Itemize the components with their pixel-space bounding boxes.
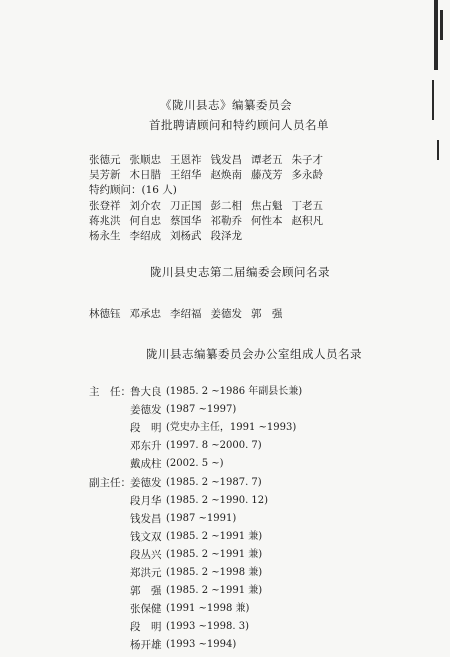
office-member-name: 杨开雄 (130, 639, 162, 651)
advisor-name: 谭老五 (251, 154, 283, 166)
office-term-note: (1985. 2 ~1987. 7) (166, 477, 262, 488)
advisor-name: 张顺忠 (129, 154, 161, 166)
office-term-note: (1993 ~1998. 3) (166, 621, 249, 632)
office-term-note: (1985. 2 ~1991 兼) (166, 531, 263, 542)
special-name: 杨永生 (89, 230, 121, 242)
office-term-note: (1985. 2 ~1991 兼) (166, 549, 263, 560)
advisor-name: 吴芳新 (89, 169, 121, 181)
office-role: 主 任： (89, 386, 131, 398)
special-name: 何性本 (251, 215, 283, 227)
office-member-name: 郑洪元 (130, 567, 162, 579)
board-name: 李绍福 (170, 308, 202, 320)
office-member-name: 张保健 (130, 603, 162, 615)
advisor-row-1 (89, 153, 332, 167)
special-name: 蒋兆洪 (89, 215, 121, 227)
board-name: 邓承忠 (129, 308, 161, 320)
special-name: 刀正国 (170, 200, 202, 212)
board-name: 郭 强 (251, 308, 283, 320)
office-member-name: 段月华 (130, 495, 162, 507)
board-name: 林德钰 (89, 308, 121, 320)
office-member-name: 段 明 (130, 621, 162, 633)
scan-edge (428, 0, 450, 657)
office-term-note: (1991 ~1998 兼) (166, 603, 250, 614)
advisor-name: 多永龄 (291, 169, 323, 181)
special-name: 何自忠 (129, 215, 161, 227)
advisor-name: 张德元 (89, 154, 121, 166)
office-member-name: 钱发昌 (130, 513, 162, 525)
office-member-name: 姜德发 (130, 404, 162, 416)
office-term-note: (1985. 2 ~1991 兼) (166, 585, 263, 596)
office-role: 副主任： (89, 477, 131, 489)
special-name: 刘杨武 (170, 230, 202, 242)
board-name: 姜德发 (210, 308, 242, 320)
advisor-name: 藤茂芳 (251, 169, 283, 181)
special-row-3 (89, 229, 251, 243)
office-member-name: 姜德发 (130, 477, 162, 489)
office-member-name: 郭 强 (130, 585, 162, 597)
office-term-note: (1985. 2 ~1990. 12) (166, 495, 269, 506)
advisor-name: 王绍华 (170, 169, 202, 181)
special-name: 李绍成 (129, 230, 161, 242)
special-name: 蔡国华 (170, 215, 202, 227)
office-member-name: 钱文双 (130, 531, 162, 543)
special-name: 焦占魁 (251, 200, 283, 212)
special-name: 段泽龙 (210, 230, 242, 242)
office-term-note: (1993 ~1994) (166, 639, 237, 650)
office-member-name: 段 明 (130, 422, 162, 434)
office-term-note: (1987 ~1991) (166, 513, 237, 524)
advisor-name: 朱子才 (291, 154, 323, 166)
advisor-row-2 (89, 168, 332, 182)
special-name: 张登祥 (89, 200, 121, 212)
special-name: 彭二相 (210, 200, 242, 212)
advisor-name: 钱发昌 (210, 154, 242, 166)
title-office: 陇川县志编纂委员会办公室组成人员名录 (146, 347, 362, 361)
special-name: 赵积凡 (291, 215, 323, 227)
advisor-name: 木日腊 (129, 169, 161, 181)
second-board-row (89, 307, 292, 321)
advisor-name: 王恩祚 (170, 154, 202, 166)
office-term-note: (1987 ~1997) (166, 404, 237, 415)
office-term-note: (1985. 2 ~1998 兼) (166, 567, 263, 578)
office-term-note: (1985. 2 ~1986 年副县长兼) (166, 386, 303, 397)
special-row-2 (89, 214, 332, 228)
title-advisors: 首批聘请顾问和特约顾问人员名单 (149, 118, 329, 132)
special-advisors-label: 特约顾问：(16 人) (89, 184, 177, 196)
title-committee: 《陇川县志》编纂委员会 (160, 98, 292, 112)
office-term-note: (1997. 8 ~2000. 7) (166, 440, 262, 451)
office-member-name: 邓东升 (130, 440, 162, 452)
special-name: 祁勒乔 (210, 215, 242, 227)
title-second-board: 陇川县史志第二届编委会顾问名录 (150, 265, 330, 279)
special-row-1 (89, 199, 332, 213)
special-name: 丁老五 (291, 200, 323, 212)
advisor-name: 赵焕南 (210, 169, 242, 181)
special-name: 刘介农 (129, 200, 161, 212)
office-member-name: 鲁大良 (130, 386, 162, 398)
office-member-name: 戴成柱 (130, 458, 162, 470)
office-term-note: (党史办主任，1991 ~1993) (166, 422, 297, 433)
office-term-note: (2002. 5 ~) (166, 458, 224, 469)
office-member-name: 段丛兴 (130, 549, 162, 561)
